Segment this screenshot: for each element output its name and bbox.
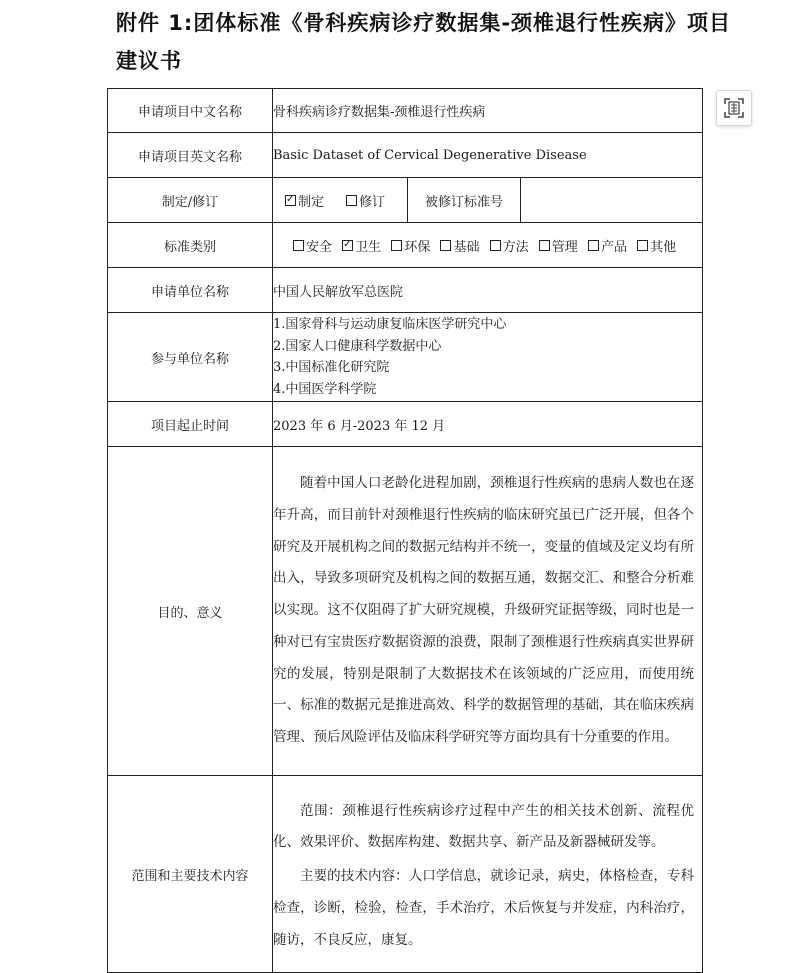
checkbox-qita[interactable]: 其他 bbox=[637, 236, 676, 255]
cn-name-label: 申请项目中文名称 bbox=[108, 89, 273, 133]
list-item: 2.国家人口健康科学数据中心 bbox=[273, 338, 442, 354]
unit-value: 中国人民解放军总医院 bbox=[273, 268, 703, 313]
scope-label: 范围和主要技术内容 bbox=[108, 776, 273, 973]
checkbox-fangfa[interactable]: 方法 bbox=[490, 236, 529, 255]
en-name-value: Basic Dataset of Cervical Degenerative Disease bbox=[273, 133, 703, 178]
revision-options bbox=[263, 178, 407, 222]
purpose-label: 目的、意义 bbox=[108, 447, 273, 776]
revised-standard-label: 被修订标准号 bbox=[407, 178, 521, 222]
proposal-form-table bbox=[107, 88, 703, 973]
checkbox-guanli[interactable]: 管理 bbox=[539, 236, 578, 255]
row-participants bbox=[108, 313, 703, 402]
category-label: 标准类别 bbox=[108, 223, 273, 268]
scope-paragraph: 主要的技术内容：人口学信息，就诊记录，病史，体格检查，专科检查，诊断，检验，检查，手术治疗，术后恢复与并发症，内科治疗，随访，不良反应，康复。 bbox=[273, 868, 694, 948]
purpose-text: 随着中国人口老龄化进程加剧，颈椎退行性疾病的患病人数也在逐年升高，而目前针对颈椎退行性疾病的临床研究虽已广泛开展，但各个研究及开展机构之间的数据元结构并不统一，变量的值域及定义均有所出入，导致多项研究及机构之间的数据互通，数据交汇、和整合分析难以实现。这不仅阻碍了扩大研究规模，升级研究证据等级，同时也是一种对已有宝贵医疗数据资源的浪费，限制了颈椎退行性疾病真实世界研究的发展，特别是限制了大数据技术在该领域的广泛应用，而使用统一、标准的数据元是推进高效、科学的数据管理的基础，其在临床疾病管理、预后风险评估及临床科学研究等方面均具有十分重要的作用。 bbox=[273, 474, 694, 746]
row-purpose bbox=[108, 447, 703, 776]
row-scope bbox=[108, 776, 703, 973]
checkbox-weisheng[interactable]: ✓ 卫生 bbox=[342, 236, 381, 255]
checkbox-zhiding[interactable] bbox=[285, 191, 324, 210]
checkbox-xiuding[interactable] bbox=[346, 191, 385, 210]
en-name-label: 申请项目英文名称 bbox=[108, 133, 273, 178]
revision-label: 制定/修订 bbox=[108, 178, 273, 223]
checkbox-label: 制定 bbox=[298, 194, 325, 210]
list-item: 1.国家骨科与运动康复临床医学研究中心 bbox=[273, 317, 507, 332]
period-value: 2023 年 6 月-2023 年 12 月 bbox=[273, 402, 703, 447]
row-cn-name bbox=[108, 89, 703, 133]
category-options bbox=[273, 223, 703, 268]
checkbox-jichu[interactable]: 基础 bbox=[440, 236, 479, 255]
row-applicant-unit bbox=[108, 268, 703, 313]
row-period bbox=[108, 402, 703, 447]
checkbox-label: 修订 bbox=[359, 194, 386, 210]
checkbox-box bbox=[346, 195, 357, 206]
scan-document-icon bbox=[723, 97, 745, 119]
scan-button[interactable] bbox=[716, 90, 752, 126]
revised-standard-value[interactable] bbox=[521, 178, 702, 222]
checkbox-chanpin[interactable]: 产品 bbox=[588, 236, 627, 255]
period-label: 项目起止时间 bbox=[108, 402, 273, 447]
list-item: 3.中国标准化研究院 bbox=[273, 360, 390, 375]
row-en-name bbox=[108, 133, 703, 178]
participants-list bbox=[273, 314, 702, 400]
cn-name-value: 骨科疾病诊疗数据集-颈椎退行性疾病 bbox=[273, 89, 703, 133]
row-category bbox=[108, 223, 703, 268]
scope-paragraph: 范围：颈椎退行性疾病诊疗过程中产生的相关技术创新、流程优化、效果评价、数据库构建、数据共享、新产品及新器械研发等。 bbox=[273, 802, 694, 851]
participants-label: 参与单位名称 bbox=[108, 313, 273, 402]
list-item: 4.中国医学科学院 bbox=[273, 381, 377, 397]
page-title: 附件 1:团体标准《骨科疾病诊疗数据集-颈椎退行性疾病》项目建议书 bbox=[116, 11, 732, 73]
checkbox-huanbao[interactable]: 环保 bbox=[391, 236, 430, 255]
checkbox-box bbox=[285, 195, 296, 206]
unit-label: 申请单位名称 bbox=[108, 268, 273, 313]
row-revision bbox=[108, 178, 703, 223]
checkbox-anquan[interactable]: 安全 bbox=[293, 236, 332, 255]
